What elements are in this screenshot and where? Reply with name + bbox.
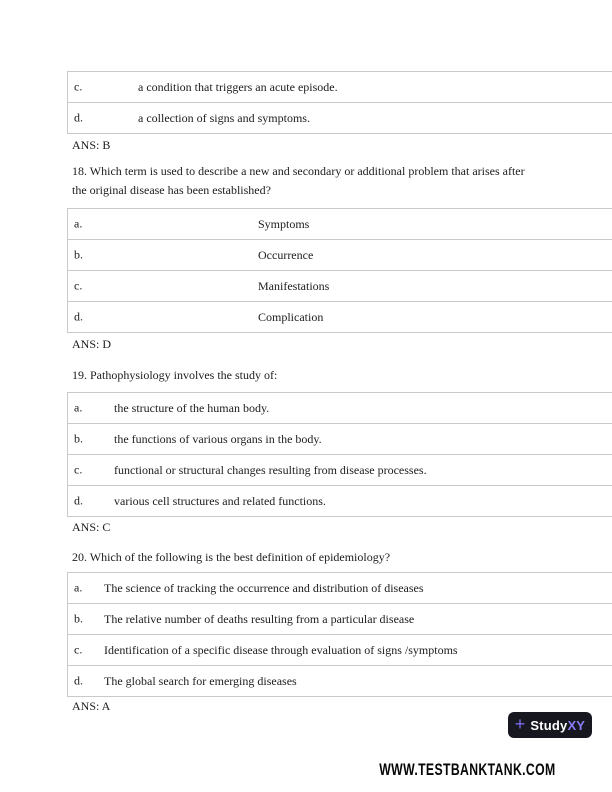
option-letter: d. — [74, 110, 83, 125]
option-letter: b. — [74, 247, 83, 262]
plus-icon: + — [514, 714, 526, 734]
option-row — [68, 424, 612, 455]
question-line: 18. Which term is used to describe a new and secondary or additional problem that arises after — [72, 164, 525, 178]
option-letter: b. — [74, 431, 83, 446]
studyxy-wordmark — [530, 718, 585, 733]
option-text: a condition that triggers an acute episode. — [138, 79, 338, 94]
option-letter: a. — [74, 400, 83, 415]
question-text — [72, 366, 277, 385]
website-url — [317, 760, 612, 780]
brand-xy: XY — [567, 717, 586, 733]
question-text — [72, 548, 390, 567]
options-table-q19 — [67, 392, 612, 517]
website-url-text: WWW.TESTBANKTANK.COM — [378, 760, 556, 779]
question-line: the original disease has been established? — [72, 183, 271, 197]
option-row — [68, 72, 612, 103]
option-letter: a. — [74, 216, 83, 231]
option-text: The relative number of deaths resulting from a particular disease — [104, 611, 415, 626]
option-letter: d. — [74, 309, 83, 324]
options-table-q20 — [67, 572, 612, 697]
question-line: 20. Which of the following is the best definition of epidemiology? — [72, 550, 391, 564]
option-row — [68, 604, 612, 635]
option-text: various cell structures and related functions. — [114, 493, 326, 508]
option-text: The global search for emerging diseases — [104, 673, 297, 688]
option-row — [68, 573, 612, 604]
option-text: The science of tracking the occurrence and distribution of diseases — [104, 580, 424, 595]
option-letter: c. — [74, 79, 83, 94]
option-row — [68, 209, 612, 240]
answer-line: ANS: A — [72, 699, 111, 713]
option-text: the structure of the human body. — [114, 400, 270, 415]
brand-study: Study — [530, 717, 568, 733]
option-text: Identification of a specific disease through evaluation of signs /symptoms — [104, 642, 458, 657]
option-row — [68, 486, 612, 517]
option-text: functional or structural changes resulting from disease processes. — [114, 462, 427, 477]
option-letter: c. — [74, 462, 83, 477]
question-line: 19. Pathophysiology involves the study of: — [72, 368, 278, 382]
option-text: Occurrence — [258, 247, 314, 262]
option-row — [68, 240, 612, 271]
options-table-continued — [67, 71, 612, 134]
option-row — [68, 455, 612, 486]
option-text: Complication — [258, 309, 324, 324]
studyxy-badge — [508, 712, 592, 738]
option-text: Symptoms — [258, 216, 310, 231]
option-letter: c. — [74, 642, 83, 657]
option-row — [68, 271, 612, 302]
option-text: the functions of various organs in the body. — [114, 431, 322, 446]
option-row — [68, 103, 612, 134]
answer-line: ANS: C — [72, 520, 111, 534]
answer-line: ANS: D — [72, 337, 112, 351]
option-text: Manifestations — [258, 278, 330, 293]
option-row — [68, 302, 612, 333]
option-row — [68, 666, 612, 697]
option-letter: d. — [74, 673, 83, 688]
option-letter: b. — [74, 611, 83, 626]
option-row — [68, 393, 612, 424]
question-text — [72, 162, 525, 200]
option-text: a collection of signs and symptoms. — [138, 110, 310, 125]
option-row — [68, 635, 612, 666]
answer-line: ANS: B — [72, 138, 111, 152]
option-letter: c. — [74, 278, 83, 293]
option-letter: d. — [74, 493, 83, 508]
option-letter: a. — [74, 580, 83, 595]
options-table-q18 — [67, 208, 612, 333]
